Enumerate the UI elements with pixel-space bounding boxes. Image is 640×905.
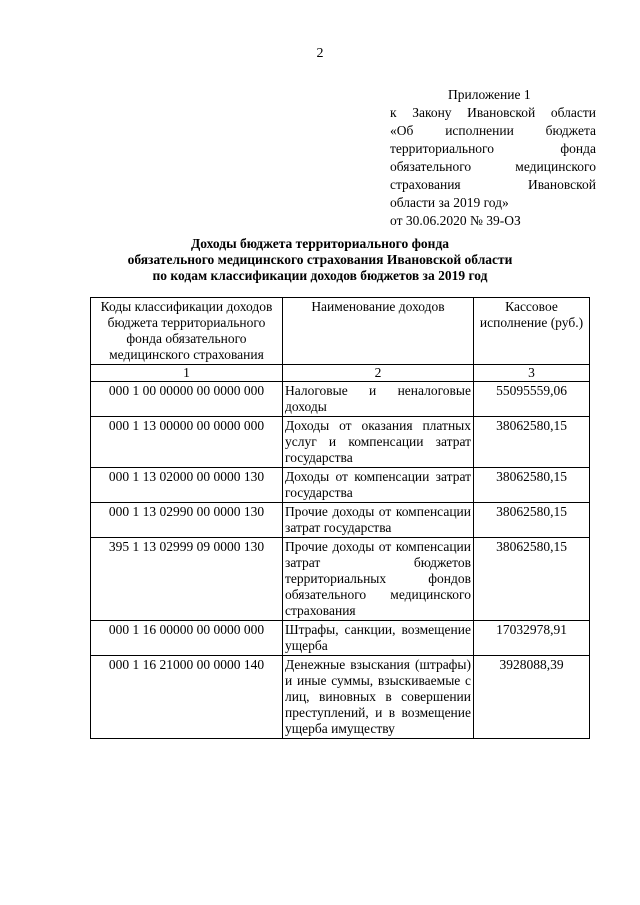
header-name: Наименование доходов [283, 298, 474, 365]
table-row [91, 656, 590, 739]
page-number: 2 [316, 46, 324, 61]
income-code: 000 1 13 02000 00 0000 130 [91, 468, 283, 503]
appendix-block [390, 86, 596, 230]
income-code: 000 1 16 00000 00 0000 000 [91, 621, 283, 656]
table-header-row [91, 298, 590, 365]
income-amount: 38062580,15 [474, 468, 590, 503]
income-code: 000 1 00 00000 00 0000 000 [91, 382, 283, 417]
income-name: Доходы от компенсации затрат государства [283, 468, 474, 503]
column-numbers-row [91, 365, 590, 382]
table-row [91, 468, 590, 503]
income-code: 000 1 13 00000 00 0000 000 [91, 417, 283, 468]
income-code: 000 1 13 02990 00 0000 130 [91, 503, 283, 538]
header-amount: Кассовое исполнение (руб.) [474, 298, 590, 365]
column-number: 1 [91, 365, 283, 382]
income-name: Доходы от оказания платных услуг и компенсации затрат государства [283, 417, 474, 468]
income-code: 000 1 16 21000 00 0000 140 [91, 656, 283, 739]
income-amount: 38062580,15 [474, 503, 590, 538]
income-table [90, 297, 590, 739]
appendix-line: «Об исполнении бюджета [390, 123, 596, 138]
income-name: Прочие доходы от компенсации затрат государства [283, 503, 474, 538]
table-row [91, 503, 590, 538]
table-row [91, 382, 590, 417]
appendix-line: обязательного медицинского [390, 159, 596, 174]
income-name: Денежные взыскания (штрафы) и иные суммы, взыскиваемые с лиц, виновных в совершении преступлений, и в возмещение ущерба имуществу [283, 656, 474, 739]
table-row [91, 538, 590, 621]
income-amount: 17032978,91 [474, 621, 590, 656]
title-line: Доходы бюджета территориального фонда [190, 236, 450, 251]
income-name: Прочие доходы от компенсации затрат бюджетов территориальных фондов обязательного медицинского страхования [283, 538, 474, 621]
income-amount: 38062580,15 [474, 538, 590, 621]
document-title [0, 236, 640, 284]
income-name: Штрафы, санкции, возмещение ущерба [283, 621, 474, 656]
appendix-line: страхования Ивановской [390, 177, 596, 192]
income-amount: 55095559,06 [474, 382, 590, 417]
income-code: 395 1 13 02999 09 0000 130 [91, 538, 283, 621]
column-number: 3 [474, 365, 590, 382]
income-amount: 38062580,15 [474, 417, 590, 468]
table-row [91, 621, 590, 656]
appendix-line: территориального фонда [390, 141, 596, 156]
table-row [91, 417, 590, 468]
income-name: Налоговые и неналоговые доходы [283, 382, 474, 417]
column-number: 2 [283, 365, 474, 382]
appendix-date: от 30.06.2020 № 39-ОЗ [390, 213, 521, 228]
appendix-line: области за 2019 год» [390, 195, 509, 210]
title-line: по кодам классификации доходов бюджетов за 2019 год [152, 268, 488, 283]
header-code: Коды классификации доходов бюджета территориального фонда обязательного медицинского страхования [91, 298, 283, 365]
appendix-line: к Закону Ивановской области [390, 105, 596, 120]
appendix-title: Приложение 1 [448, 87, 531, 102]
income-amount: 3928088,39 [474, 656, 590, 739]
title-line: обязательного медицинского страхования Ивановской области [127, 252, 513, 267]
